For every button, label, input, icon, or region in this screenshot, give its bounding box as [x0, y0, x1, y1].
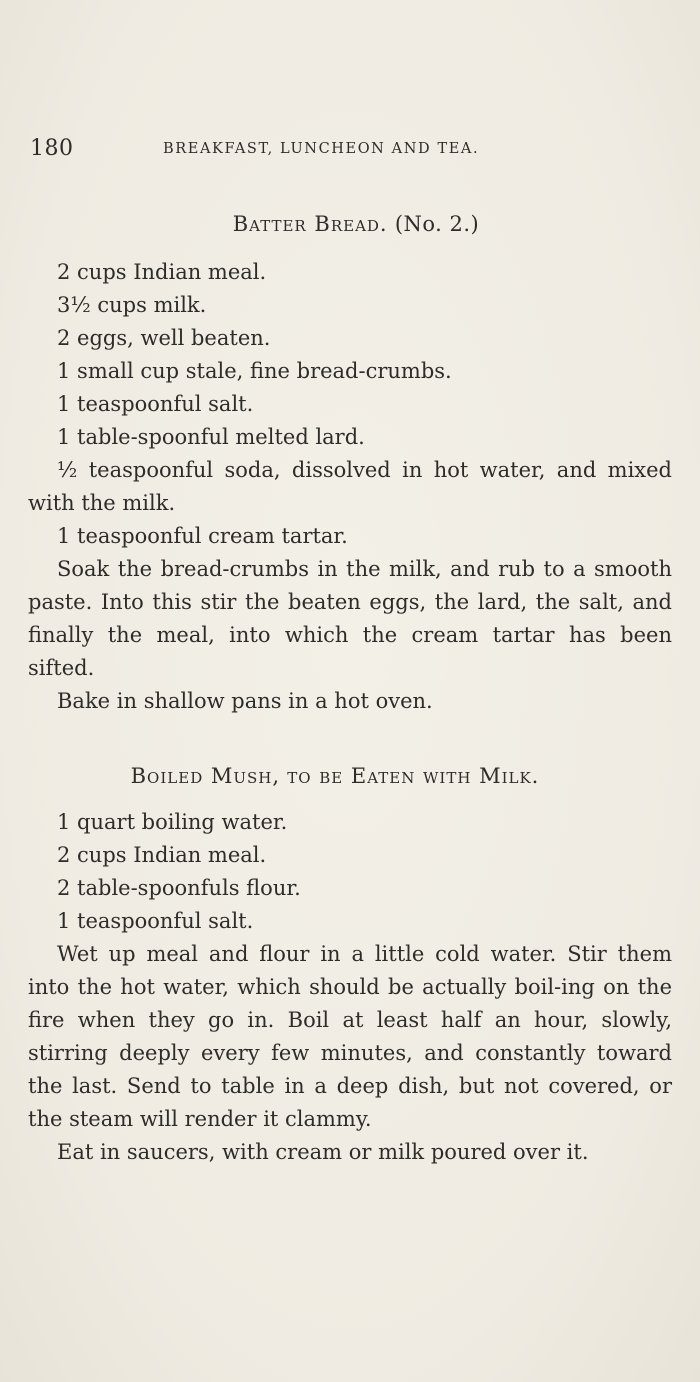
recipe-directions: Wet up meal and flour in a little cold water. Stir them into the hot water, which should be actually boil-ing on the fire when they go in. Boil at least half an hour, slowly, stirring deeply every few minutes, and constantly toward the last. Send to table in a deep dish, but not covered, or the steam will render it clammy.: [28, 942, 672, 1131]
recipe-title-batter-bread: [28, 212, 672, 236]
page-content: [28, 212, 672, 1169]
ingredient-line: 2 cups Indian meal.: [57, 843, 267, 867]
ingredient-line: 2 table-spoonfuls flour.: [57, 876, 301, 900]
ingredient-line: 2 cups Indian meal.: [57, 260, 267, 284]
ingredient-line: 1 teaspoonful salt.: [57, 909, 254, 933]
recipe-title-number: (No. 2.): [394, 212, 480, 236]
recipe-title-main: Batter Bread.: [232, 212, 388, 236]
running-head: [30, 136, 670, 166]
baking-instruction: Bake in shallow pans in a hot oven.: [57, 689, 433, 713]
ingredient-line: 1 table-spoonful melted lard.: [57, 425, 365, 449]
recipe-title-boiled-mush: [28, 764, 672, 788]
ingredient-line: 1 small cup stale, fine bread-crumbs.: [57, 359, 452, 383]
recipe-title-main: Boiled Mush,: [130, 764, 281, 788]
running-title: BREAKFAST, LUNCHEON AND TEA.: [163, 141, 480, 157]
ingredient-line: 1 teaspoonful cream tartar.: [57, 524, 348, 548]
serving-instruction: Eat in saucers, with cream or milk poured over it.: [57, 1140, 589, 1164]
ingredient-line: 1 teaspoonful salt.: [57, 392, 254, 416]
ingredient-line: 2 eggs, well beaten.: [57, 326, 271, 350]
page-number: 180: [30, 136, 74, 161]
soda-note: ½ teaspoonful soda, dissolved in hot water, and mixed with the milk.: [28, 458, 672, 515]
recipe-directions: Soak the bread-crumbs in the milk, and rub to a smooth paste. Into this stir the beaten eggs, the lard, the salt, and finally the meal, into which the cream tartar has been sifted.: [28, 557, 672, 680]
ingredient-line: 3½ cups milk.: [57, 293, 207, 317]
ingredient-line: 1 quart boiling water.: [57, 810, 288, 834]
recipe-title-sub: to be Eaten with Milk.: [287, 764, 540, 788]
